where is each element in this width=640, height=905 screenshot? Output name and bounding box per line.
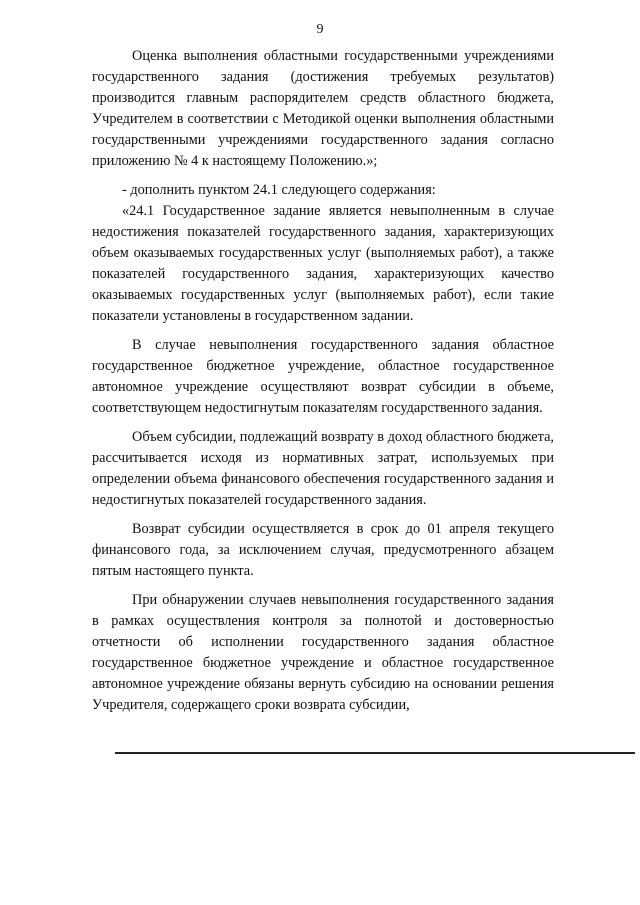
paragraph-evaluation: Оценка выполнения областными государственными учреждениями государственного задания (достижения требуемых результатов) производится главным распорядителем средств областного бюджета, Учредителем в соответствии с Методикой оценки выполнения областными государственными учреждениями государственного задания согласно приложению № 4 к настоящему Положению.»; — [92, 48, 554, 169]
page-number: 9 — [316, 22, 324, 37]
paragraph-noncompliance: При обнаружении случаев невыполнения государственного задания в рамках осуществления контроля за полнотой и достоверностью отчетности об исполнении государственного задания областное государственное бюджетное учреждение и областное государственное автономное учреждение обязаны вернуть субсидию на основании решения Учредителя, содержащего сроки возврата субсидии, — [92, 592, 554, 713]
bottom-rule — [115, 752, 635, 754]
paragraph-subsidy-volume: Объем субсидии, подлежащий возврату в доход областного бюджета, рассчитывается исходя из нормативных затрат, используемых при определении объема финансового обеспечения государственного задания и недостигнутых показателей государственного задания. — [92, 429, 554, 508]
paragraph-return-deadline: Возврат субсидии осуществляется в срок до 01 апреля текущего финансового года, за исключением случая, предусмотренного абзацем пятым настоящего пункта. — [92, 521, 554, 579]
document-body — [92, 46, 554, 716]
paragraph-subsidy-return: В случае невыполнения государственного задания областное государственное бюджетное учреждение, областное государственное автономное учреждение осуществляют возврат субсидии в объеме, соответствующем недостигнутым показателям государственного задания. — [92, 337, 554, 416]
paragraph-clause-24-1: «24.1 Государственное задание является невыполненным в случае недостижения показателей государственного задания, характеризующих объем оказываемых государственных услуг (выполняемых работ), а также показателей государственного задания, характеризующих качество оказываемых государственных услуг (выполняемых работ), если такие показатели установлены в государственном задании. — [92, 203, 554, 324]
paragraph-amendment-item: - дополнить пунктом 24.1 следующего содержания: — [122, 182, 436, 198]
